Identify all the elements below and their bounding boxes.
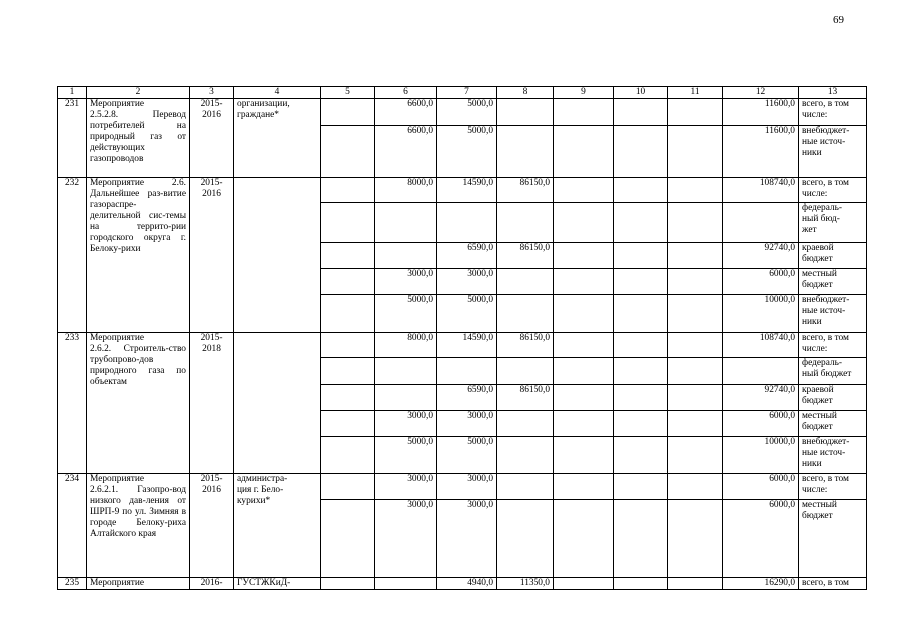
cell-col5 bbox=[321, 203, 375, 243]
measure-name: Мероприятие 2.5.2.8. Перевод потребителей на природный газ от действующих газопроводов bbox=[87, 99, 190, 178]
cell-col12: 6000,0 bbox=[723, 500, 799, 578]
cell-col7: 3000,0 bbox=[437, 500, 497, 578]
table-row bbox=[58, 474, 867, 500]
funding-source: всего, в том числе: bbox=[799, 178, 867, 203]
column-header-5: 5 bbox=[321, 87, 375, 99]
cell-col8 bbox=[497, 99, 554, 126]
cell-col5 bbox=[321, 500, 375, 578]
cell-col5 bbox=[321, 269, 375, 295]
cell-col7: 3000,0 bbox=[437, 474, 497, 500]
cell-col7 bbox=[437, 358, 497, 385]
period: 2015- 2016 bbox=[190, 99, 234, 178]
cell-col11 bbox=[668, 500, 723, 578]
cell-col11 bbox=[668, 178, 723, 203]
funding-source: всего, в том числе: bbox=[799, 99, 867, 126]
header-row bbox=[58, 87, 867, 99]
cell-col11 bbox=[668, 333, 723, 358]
cell-col10 bbox=[614, 358, 668, 385]
column-header-11: 11 bbox=[668, 87, 723, 99]
cell-col5 bbox=[321, 358, 375, 385]
column-header-6: 6 bbox=[375, 87, 437, 99]
column-header-10: 10 bbox=[614, 87, 668, 99]
executor: организации, граждане* bbox=[234, 99, 321, 178]
period: 2016- bbox=[190, 578, 234, 590]
column-header-1: 1 bbox=[58, 87, 87, 99]
cell-col11 bbox=[668, 243, 723, 269]
page-number: 69 bbox=[833, 14, 844, 26]
cell-col12: 92740,0 bbox=[723, 243, 799, 269]
cell-col7: 6590,0 bbox=[437, 385, 497, 411]
cell-col5 bbox=[321, 385, 375, 411]
cell-col9 bbox=[554, 243, 614, 269]
column-header-3: 3 bbox=[190, 87, 234, 99]
budget-table bbox=[57, 86, 867, 590]
cell-col10 bbox=[614, 295, 668, 333]
cell-col6: 6600,0 bbox=[375, 99, 437, 126]
cell-col8 bbox=[497, 437, 554, 474]
cell-col8 bbox=[497, 295, 554, 333]
cell-col12: 6000,0 bbox=[723, 269, 799, 295]
cell-col10 bbox=[614, 126, 668, 178]
cell-col11 bbox=[668, 411, 723, 437]
cell-col7: 3000,0 bbox=[437, 269, 497, 295]
cell-col7: 14590,0 bbox=[437, 178, 497, 203]
cell-col5 bbox=[321, 243, 375, 269]
cell-col7: 5000,0 bbox=[437, 99, 497, 126]
executor bbox=[234, 178, 321, 333]
cell-col10 bbox=[614, 333, 668, 358]
cell-col10 bbox=[614, 99, 668, 126]
funding-source: федераль- ный бюджет bbox=[799, 358, 867, 385]
cell-col10 bbox=[614, 500, 668, 578]
cell-col6: 3000,0 bbox=[375, 411, 437, 437]
cell-col5 bbox=[321, 295, 375, 333]
cell-col8 bbox=[497, 269, 554, 295]
cell-col11 bbox=[668, 385, 723, 411]
column-header-12: 12 bbox=[723, 87, 799, 99]
cell-col10 bbox=[614, 437, 668, 474]
column-header-9: 9 bbox=[554, 87, 614, 99]
funding-source: местный бюджет bbox=[799, 269, 867, 295]
funding-source: местный бюджет bbox=[799, 500, 867, 578]
executor: администра- ция г. Бело- курихи* bbox=[234, 474, 321, 578]
cell-col6 bbox=[375, 358, 437, 385]
cell-col8: 86150,0 bbox=[497, 385, 554, 411]
cell-col6 bbox=[375, 243, 437, 269]
cell-col8 bbox=[497, 411, 554, 437]
cell-col5 bbox=[321, 578, 375, 590]
cell-col5 bbox=[321, 178, 375, 203]
column-header-2: 2 bbox=[87, 87, 190, 99]
cell-col6: 3000,0 bbox=[375, 474, 437, 500]
cell-col12: 108740,0 bbox=[723, 333, 799, 358]
funding-source: внебюджет- ные источ- ники bbox=[799, 126, 867, 178]
measure-name: Мероприятие 2.6.2. Строитель-ство трубопрово-дов природного газа по объектам bbox=[87, 333, 190, 474]
cell-col12: 92740,0 bbox=[723, 385, 799, 411]
funding-source: федераль- ный бюд- жет bbox=[799, 203, 867, 243]
cell-col7: 6590,0 bbox=[437, 243, 497, 269]
cell-col7: 4940,0 bbox=[437, 578, 497, 590]
cell-col6: 6600,0 bbox=[375, 126, 437, 178]
cell-col7: 5000,0 bbox=[437, 126, 497, 178]
cell-col8 bbox=[497, 126, 554, 178]
row-number: 232 bbox=[58, 178, 87, 333]
measure-name: Мероприятие 2.6.2.1. Газопро-вод низкого дав-ления от ШРП-9 по ул. Зимняя в городе Белоку-риха Алтайского края bbox=[87, 474, 190, 578]
cell-col9 bbox=[554, 203, 614, 243]
cell-col12: 6000,0 bbox=[723, 474, 799, 500]
cell-col8: 86150,0 bbox=[497, 333, 554, 358]
cell-col8 bbox=[497, 474, 554, 500]
cell-col10 bbox=[614, 178, 668, 203]
cell-col11 bbox=[668, 437, 723, 474]
cell-col11 bbox=[668, 126, 723, 178]
cell-col9 bbox=[554, 474, 614, 500]
cell-col11 bbox=[668, 578, 723, 590]
cell-col11 bbox=[668, 99, 723, 126]
cell-col10 bbox=[614, 203, 668, 243]
cell-col9 bbox=[554, 126, 614, 178]
cell-col6: 3000,0 bbox=[375, 269, 437, 295]
measure-name: Мероприятие bbox=[87, 578, 190, 590]
cell-col10 bbox=[614, 385, 668, 411]
cell-col9 bbox=[554, 437, 614, 474]
cell-col5 bbox=[321, 437, 375, 474]
row-number: 233 bbox=[58, 333, 87, 474]
row-number: 234 bbox=[58, 474, 87, 578]
cell-col5 bbox=[321, 333, 375, 358]
cell-col9 bbox=[554, 269, 614, 295]
column-header-13: 13 bbox=[799, 87, 867, 99]
cell-col12: 108740,0 bbox=[723, 178, 799, 203]
cell-col6: 8000,0 bbox=[375, 333, 437, 358]
cell-col9 bbox=[554, 333, 614, 358]
cell-col8: 86150,0 bbox=[497, 243, 554, 269]
cell-col5 bbox=[321, 99, 375, 126]
cell-col11 bbox=[668, 295, 723, 333]
cell-col9 bbox=[554, 500, 614, 578]
cell-col10 bbox=[614, 411, 668, 437]
cell-col12: 6000,0 bbox=[723, 411, 799, 437]
cell-col7 bbox=[437, 203, 497, 243]
funding-source: краевой бюджет bbox=[799, 243, 867, 269]
executor: ГУСТЖКиД- bbox=[234, 578, 321, 590]
cell-col12 bbox=[723, 358, 799, 385]
funding-source: всего, в том числе: bbox=[799, 333, 867, 358]
cell-col9 bbox=[554, 99, 614, 126]
cell-col7: 3000,0 bbox=[437, 411, 497, 437]
row-number: 231 bbox=[58, 99, 87, 178]
cell-col10 bbox=[614, 474, 668, 500]
column-header-8: 8 bbox=[497, 87, 554, 99]
cell-col6 bbox=[375, 385, 437, 411]
cell-col7: 14590,0 bbox=[437, 333, 497, 358]
funding-source: всего, в том числе: bbox=[799, 474, 867, 500]
cell-col10 bbox=[614, 269, 668, 295]
cell-col11 bbox=[668, 474, 723, 500]
cell-col12: 10000,0 bbox=[723, 437, 799, 474]
table-row bbox=[58, 178, 867, 203]
column-header-4: 4 bbox=[234, 87, 321, 99]
period: 2015- 2016 bbox=[190, 178, 234, 333]
funding-source: всего, в том bbox=[799, 578, 867, 590]
cell-col5 bbox=[321, 126, 375, 178]
table-row bbox=[58, 578, 867, 590]
measure-name: Мероприятие 2.6. Дальнейшее раз-витие газораспре-делительной сис-темы на террито-рии городского округа г. Белоку-рихи bbox=[87, 178, 190, 333]
cell-col9 bbox=[554, 578, 614, 590]
cell-col9 bbox=[554, 178, 614, 203]
funding-source: краевой бюджет bbox=[799, 385, 867, 411]
cell-col9 bbox=[554, 295, 614, 333]
cell-col8 bbox=[497, 203, 554, 243]
cell-col6: 5000,0 bbox=[375, 295, 437, 333]
cell-col6: 3000,0 bbox=[375, 500, 437, 578]
cell-col8 bbox=[497, 358, 554, 385]
period: 2015- 2018 bbox=[190, 333, 234, 474]
cell-col5 bbox=[321, 474, 375, 500]
funding-source: местный бюджет bbox=[799, 411, 867, 437]
table-row bbox=[58, 99, 867, 126]
cell-col11 bbox=[668, 358, 723, 385]
cell-col8: 86150,0 bbox=[497, 178, 554, 203]
period: 2015- 2016 bbox=[190, 474, 234, 578]
cell-col8: 11350,0 bbox=[497, 578, 554, 590]
cell-col9 bbox=[554, 358, 614, 385]
cell-col12: 16290,0 bbox=[723, 578, 799, 590]
cell-col11 bbox=[668, 269, 723, 295]
cell-col10 bbox=[614, 578, 668, 590]
cell-col12: 11600,0 bbox=[723, 126, 799, 178]
cell-col12: 10000,0 bbox=[723, 295, 799, 333]
cell-col12: 11600,0 bbox=[723, 99, 799, 126]
cell-col7: 5000,0 bbox=[437, 437, 497, 474]
cell-col12 bbox=[723, 203, 799, 243]
cell-col7: 5000,0 bbox=[437, 295, 497, 333]
cell-col8 bbox=[497, 500, 554, 578]
cell-col10 bbox=[614, 243, 668, 269]
cell-col6 bbox=[375, 578, 437, 590]
cell-col6: 8000,0 bbox=[375, 178, 437, 203]
funding-source: внебюджет- ные источ- ники bbox=[799, 437, 867, 474]
cell-col5 bbox=[321, 411, 375, 437]
column-header-7: 7 bbox=[437, 87, 497, 99]
cell-col6: 5000,0 bbox=[375, 437, 437, 474]
table-row bbox=[58, 333, 867, 358]
funding-source: внебюджет- ные источ- ники bbox=[799, 295, 867, 333]
row-number: 235 bbox=[58, 578, 87, 590]
cell-col9 bbox=[554, 385, 614, 411]
cell-col6 bbox=[375, 203, 437, 243]
executor bbox=[234, 333, 321, 474]
cell-col9 bbox=[554, 411, 614, 437]
cell-col11 bbox=[668, 203, 723, 243]
